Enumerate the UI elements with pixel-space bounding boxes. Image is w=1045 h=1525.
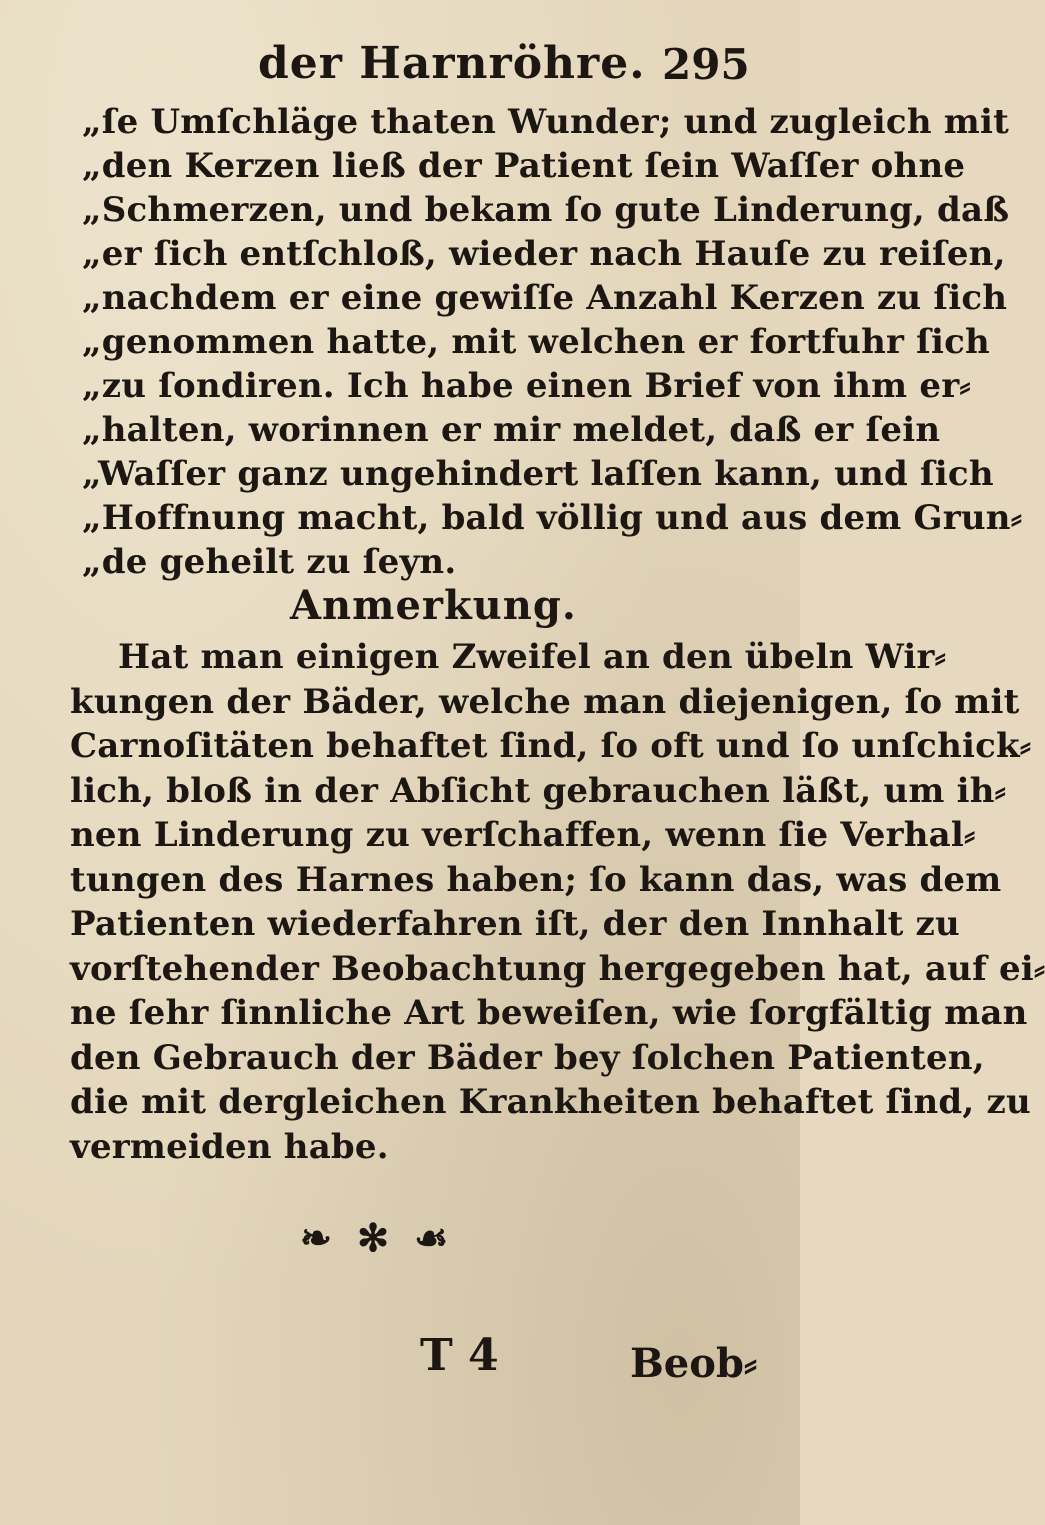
text-line: „ſe Umſchläge thaten Wunder; und zugleich mit bbox=[82, 102, 1009, 142]
note-line: Hat man einigen Zweifel an den übeln Wir⸗ bbox=[118, 637, 947, 677]
text-line: „halten, worinnen er mir meldet, daß er ſein bbox=[82, 410, 941, 450]
note-line: tungen des Harnes haben; ſo kann das, was dem bbox=[70, 859, 1002, 900]
text-line: „de geheilt zu ſeyn. bbox=[82, 542, 457, 582]
note-line: kungen der Bäder, welche man diejenigen, ſo mit bbox=[70, 681, 1020, 722]
note-line: die mit dergleichen Krankheiten behaftet ſind, zu bbox=[70, 1082, 1031, 1122]
signature-mark: T 4 bbox=[420, 1330, 499, 1381]
text-line: „er ſich entſchloß, wieder nach Hauſe zu reiſen, bbox=[82, 234, 1006, 274]
note-line: den Gebrauch der Bäder bey ſolchen Patienten, bbox=[70, 1037, 985, 1078]
note-line: Patienten wiederfahren iſt, der den Innhalt zu bbox=[70, 904, 960, 944]
note-line: nen Linderung zu verſchaffen, wenn ſie Verhal⸗ bbox=[70, 815, 976, 855]
text-line: „Hoffnung macht, bald völlig und aus dem Grun⸗ bbox=[82, 498, 1023, 538]
text-line: „genommen hatte, mit welchen er fortfuhr ſich bbox=[82, 322, 990, 362]
decorative-ornament: ❧ ✻ ☙ bbox=[300, 1215, 455, 1260]
note-text bbox=[70, 635, 1045, 1169]
note-line: Carnoſitäten behaftet ſind, ſo oft und ſo unſchick⸗ bbox=[70, 726, 1032, 766]
text-line: „nachdem er eine gewiſſe Anzahl Kerzen zu ſich bbox=[82, 278, 1008, 318]
page-header bbox=[0, 30, 800, 100]
note-line: vermeiden habe. bbox=[70, 1126, 389, 1167]
text-line: „Waſſer ganz ungehindert laſſen kann, und ſich bbox=[82, 454, 994, 494]
text-line: „zu ſondiren. Ich habe einen Brief von ihm er⸗ bbox=[82, 366, 971, 406]
running-title: der Harnröhre. bbox=[258, 38, 646, 89]
main-text bbox=[82, 100, 1023, 584]
note-line: ne ſehr ſinnliche Art beweiſen, wie ſorgfältig man bbox=[70, 993, 1028, 1033]
note-line: lich, bloß in der Abſicht gebrauchen läßt, um ih⸗ bbox=[70, 770, 1007, 811]
page-number: 295 bbox=[662, 40, 750, 89]
note-heading: Anmerkung. bbox=[290, 582, 577, 629]
note-line: vorſtehender Beobachtung hergegeben hat, auf ei⸗ bbox=[70, 948, 1045, 989]
text-line: „Schmerzen, und bekam ſo gute Linderung, daß bbox=[82, 190, 1010, 230]
catchword: Beob⸗ bbox=[630, 1340, 758, 1387]
text-line: „den Kerzen ließ der Patient ſein Waſſer ohne bbox=[82, 146, 966, 186]
